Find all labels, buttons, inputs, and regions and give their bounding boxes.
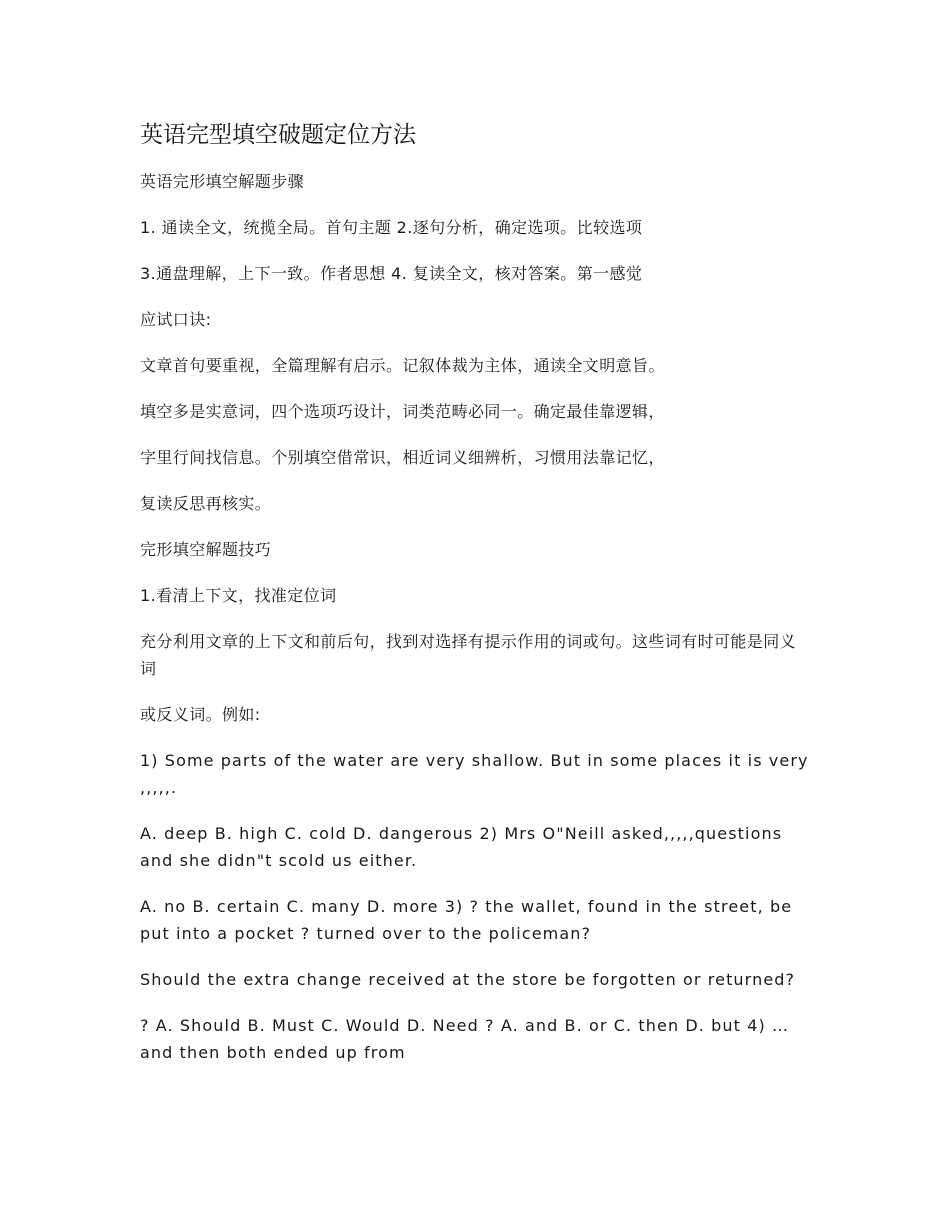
paragraph-steps-heading: 英语完形填空解题步骤 xyxy=(140,172,305,191)
document-title: 英语完型填空破题定位方法 xyxy=(140,122,416,148)
paragraph-example-3-continued: Should the extra change received at the store be forgotten or returned? xyxy=(140,970,796,989)
paragraph-mnemonic-line-3: 字里行间找信息。个别填空借常识，相近词义细辨析，习惯用法靠记忆， xyxy=(140,448,665,467)
paragraph-example-3: A. no B. certain C. many D. more 3) ? the wallet, found in the street, be put into a pocket ? turned over to the policeman? xyxy=(140,897,793,943)
paragraph-example-intro: 或反义词。例如: xyxy=(140,705,261,724)
paragraph-tip-1: 1.看清上下文，找准定位词 xyxy=(140,586,337,605)
paragraph-step-1-2: 1. 通读全文，统揽全局。首句主题 2.逐句分析，确定选项。比较选项 xyxy=(140,218,643,237)
paragraph-tip-1-detail: 充分利用文章的上下文和前后句，找到对选择有提示作用的词或句。这些词有时可能是同义词 xyxy=(140,632,797,678)
document-page xyxy=(140,118,810,1085)
paragraph-mnemonic-heading: 应试口诀: xyxy=(140,310,212,329)
paragraph-mnemonic-line-2: 填空多是实意词，四个选项巧设计，词类范畴必同一。确定最佳靠逻辑， xyxy=(140,402,665,421)
paragraph-tips-heading: 完形填空解题技巧 xyxy=(140,540,272,559)
paragraph-step-3-4: 3.通盘理解，上下一致。作者思想 4. 复读全文，核对答案。第一感觉 xyxy=(140,264,643,283)
paragraph-example-3-options: ? A. Should B. Must C. Would D. Need ? A. and B. or C. then D. but 4) … and then both ended up from xyxy=(140,1016,790,1062)
paragraph-mnemonic-line-4: 复读反思再核实。 xyxy=(140,494,272,513)
paragraph-example-1: 1) Some parts of the water are very shallow. But in some places it is very ,,,,,. xyxy=(140,751,809,797)
paragraph-mnemonic-line-1: 文章首句要重视，全篇理解有启示。记叙体裁为主体，通读全文明意旨。 xyxy=(140,356,665,375)
paragraph-example-2: A. deep B. high C. cold D. dangerous 2) Mrs O"Neill asked,,,,,questions and she didn"t scold us either. xyxy=(140,824,783,870)
